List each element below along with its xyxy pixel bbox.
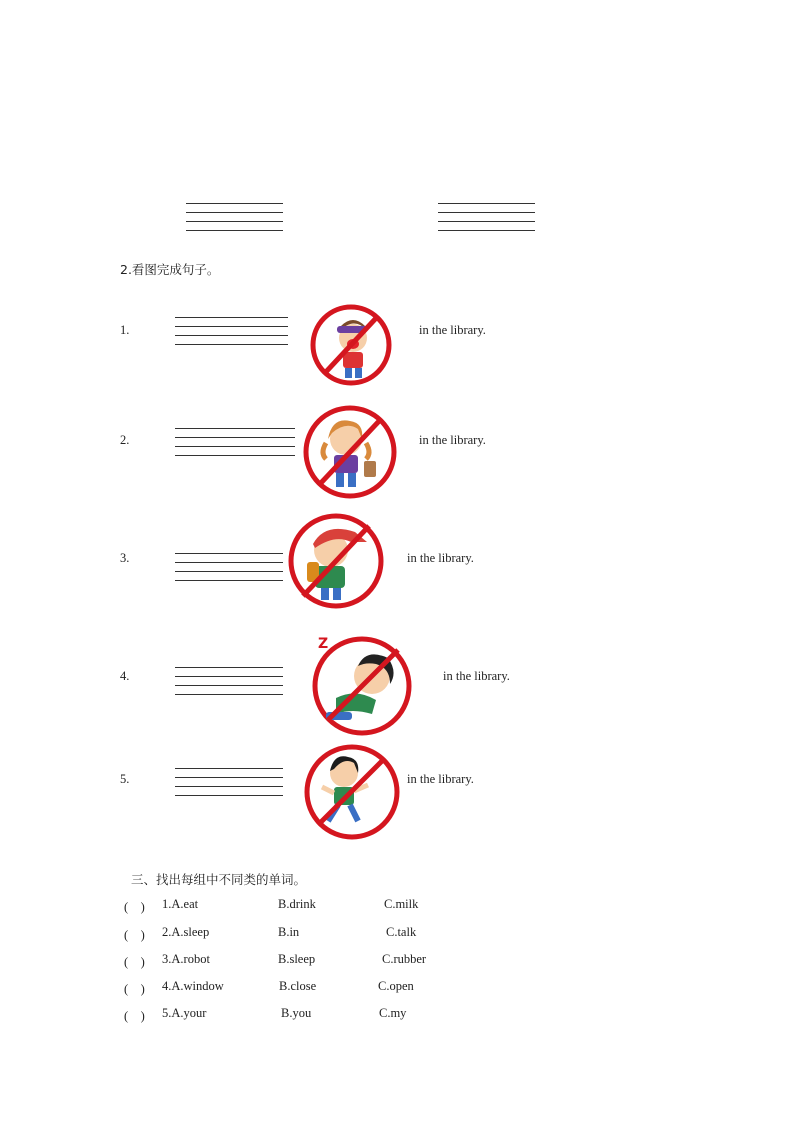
answer-paren[interactable]: ( ) <box>124 928 145 942</box>
item-number: 4. <box>120 669 130 683</box>
option-b: B.close <box>279 979 317 993</box>
writing-lines-4[interactable] <box>175 667 283 703</box>
item-suffix: in the library. <box>407 551 474 565</box>
no-drinking-icon <box>302 403 398 501</box>
section-2-title: 2.看图完成句子。 <box>120 262 220 277</box>
svg-text:Z: Z <box>318 636 329 652</box>
option-b: B.in <box>278 925 300 939</box>
option-b: B.you <box>281 1006 312 1020</box>
option-b: B.drink <box>278 897 316 911</box>
item-suffix: in the library. <box>419 323 486 337</box>
writing-lines-5[interactable] <box>175 768 283 804</box>
item-number: 3. <box>120 551 130 565</box>
option-a: 3.A.robot <box>162 952 210 966</box>
section-3-title: 三、找出每组中不同类的单词。 <box>131 872 307 887</box>
no-sleeping-icon <box>306 632 422 736</box>
item-number: 1. <box>120 323 130 337</box>
item-suffix: in the library. <box>443 669 510 683</box>
writing-lines-2[interactable] <box>175 428 295 464</box>
answer-paren[interactable]: ( ) <box>124 1009 145 1023</box>
option-a: 2.A.sleep <box>162 925 210 939</box>
no-running-icon <box>298 743 406 841</box>
item-suffix: in the library. <box>419 433 486 447</box>
writing-lines-3[interactable] <box>175 553 283 589</box>
option-c: C.my <box>379 1006 407 1020</box>
no-eating-icon <box>285 512 387 610</box>
writing-lines-1[interactable] <box>175 317 288 353</box>
option-c: C.talk <box>386 925 417 939</box>
answer-paren[interactable]: ( ) <box>124 900 145 914</box>
answer-paren[interactable]: ( ) <box>124 955 145 969</box>
writing-lines-top-left[interactable] <box>186 203 283 239</box>
option-c: C.rubber <box>382 952 427 966</box>
option-a: 5.A.your <box>162 1006 207 1020</box>
option-b: B.sleep <box>278 952 316 966</box>
answer-paren[interactable]: ( ) <box>124 982 145 996</box>
option-a: 4.A.window <box>162 979 224 993</box>
item-number: 2. <box>120 433 130 447</box>
writing-lines-top-right[interactable] <box>438 203 535 239</box>
option-a: 1.A.eat <box>162 897 199 911</box>
item-suffix: in the library. <box>407 772 474 786</box>
option-c: C.open <box>378 979 414 993</box>
option-c: C.milk <box>384 897 419 911</box>
no-shouting-icon <box>309 302 393 388</box>
item-number: 5. <box>120 772 130 786</box>
